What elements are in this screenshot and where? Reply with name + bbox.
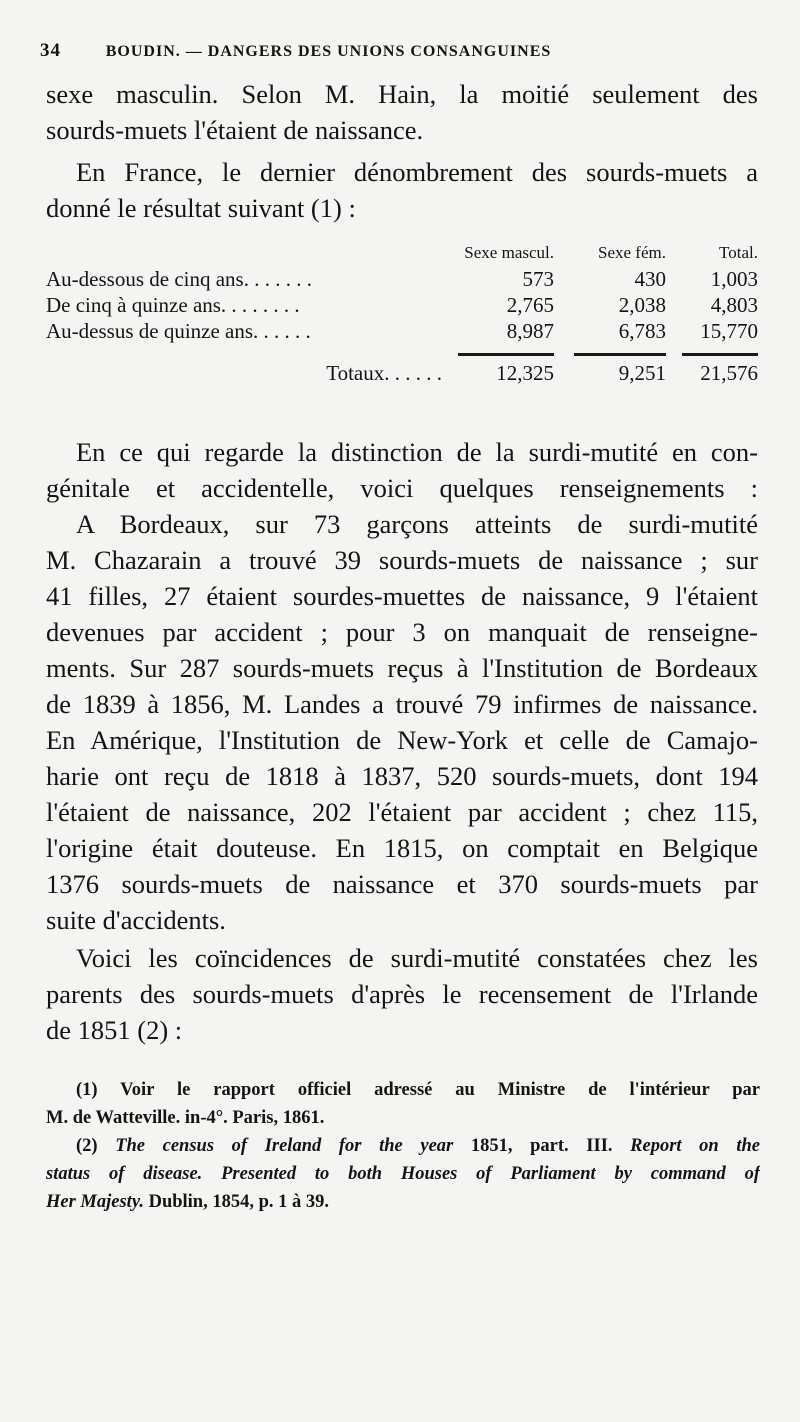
text-line: génitale et accidentelle, voici quelques renseignements : [46, 473, 758, 503]
page-header [40, 40, 760, 62]
column-header-female: Sexe fém. [598, 243, 666, 262]
cell-male: 2,765 [506, 293, 554, 317]
text-line: ments. Sur 287 sourds-muets reçus à l'Institution de Bordeaux [46, 653, 758, 683]
text-line: 1376 sourds-muets de naissance et 370 sourds-muets par [46, 869, 758, 899]
cell-male: 8,987 [506, 319, 554, 343]
text-line: de 1839 à 1856, M. Landes a trouvé 79 infirmes de naissance. [46, 689, 758, 719]
column-header-male: Sexe mascul. [464, 243, 554, 262]
footnote-2-title: status of disease. Presented to both Houses of Parliament by command of [46, 1164, 760, 1184]
text-line: harie ont reçu de 1818 à 1837, 520 sourds-muets, dont 194 [46, 761, 758, 791]
footnote-1-line: (1) Voir le rapport officiel adressé au Ministre de l'intérieur par [76, 1080, 760, 1100]
sum-rule-male [458, 353, 554, 356]
cell-female: 6,783 [618, 319, 666, 343]
column-header-total: Total. [719, 243, 758, 262]
paragraph-2 [46, 154, 758, 226]
total-male: 12,325 [496, 361, 554, 385]
paragraph-4 [46, 940, 758, 1048]
total-all: 21,576 [700, 361, 758, 385]
footnote-2-line [46, 1132, 760, 1160]
table-row [46, 319, 758, 345]
footnote-2-line [46, 1160, 760, 1188]
footnote-2-line [46, 1188, 760, 1216]
text-line: En France, le dernier dénombrement des sourds-muets a [76, 157, 758, 187]
footnote-2-title: Her Majesty. [46, 1192, 144, 1212]
running-head: BOUDIN. — DANGERS DES UNIONS CONSANGUINES [105, 43, 552, 60]
table-totals-row [46, 361, 758, 391]
footnote-1-line: M. de Watteville. in-4°. Paris, 1861. [46, 1108, 325, 1128]
text-line: parents des sourds-muets d'après le recensement de l'Irlande [46, 979, 758, 1009]
table-row [46, 293, 758, 319]
text-line: donné le résultat suivant (1) : [46, 193, 356, 223]
sum-rule-female [574, 353, 666, 356]
text-line: Voici les coïncidences de surdi-mutité constatées chez les [76, 943, 758, 973]
text-line: de 1851 (2) : [46, 1015, 183, 1045]
text-line: devenues par accident ; pour 3 on manquait de renseigne- [46, 617, 758, 647]
text-line: 41 filles, 27 étaient sourdes-muettes de naissance, 9 l'étaient [46, 581, 758, 611]
cell-female: 430 [634, 267, 666, 291]
text-line: En ce qui regarde la distinction de la surdi-mutité en con- [76, 437, 758, 467]
table-row [46, 267, 758, 293]
paragraph-1 [46, 76, 758, 148]
text-line: sexe masculin. Selon M. Hain, la moitié seulement des [46, 79, 758, 109]
cell-female: 2,038 [618, 293, 666, 317]
total-female: 9,251 [618, 361, 666, 385]
paragraph-3 [46, 434, 758, 938]
text-line: l'étaient de naissance, 202 l'étaient par accident ; chez 115, [46, 797, 758, 827]
row-label: De cinq à quinze ans. . . . . . . . [46, 293, 300, 317]
text-line: A Bordeaux, sur 73 garçons atteints de surdi-mutité [76, 509, 758, 539]
row-label: Au-dessus de quinze ans. . . . . . [46, 319, 311, 343]
totals-label: Totaux. . . . . . [326, 361, 442, 385]
sum-rule-total [682, 353, 758, 356]
text-line: l'origine était douteuse. En 1815, on comptait en Belgique [46, 833, 758, 863]
sum-rules [46, 345, 758, 361]
row-label: Au-dessous de cinq ans. . . . . . . [46, 267, 312, 291]
cell-total: 15,770 [700, 319, 758, 343]
cell-total: 1,003 [710, 267, 758, 291]
cell-total: 4,803 [710, 293, 758, 317]
text-line: suite d'accidents. [46, 905, 226, 935]
footnote-2-title: Report on the [630, 1136, 760, 1156]
footnote-2-title: The census of Ireland for the year [115, 1136, 454, 1156]
census-table [46, 243, 758, 391]
footnote-2-text: Dublin, 1854, p. 1 à 39. [143, 1192, 330, 1212]
text-line: sourds-muets l'étaient de naissance. [46, 115, 424, 145]
footnotes [46, 1076, 760, 1216]
page-number: 34 [40, 40, 61, 61]
text-line: En Amérique, l'Institution de New-York et celle de Camajo- [46, 725, 758, 755]
cell-male: 573 [522, 267, 554, 291]
footnote-2-text: 1851, part. III. [453, 1136, 631, 1156]
table-header-row [46, 243, 758, 267]
text-line: M. Chazarain a trouvé 39 sourds-muets de naissance ; sur [46, 545, 758, 575]
footnote-2-number: (2) [76, 1136, 116, 1156]
